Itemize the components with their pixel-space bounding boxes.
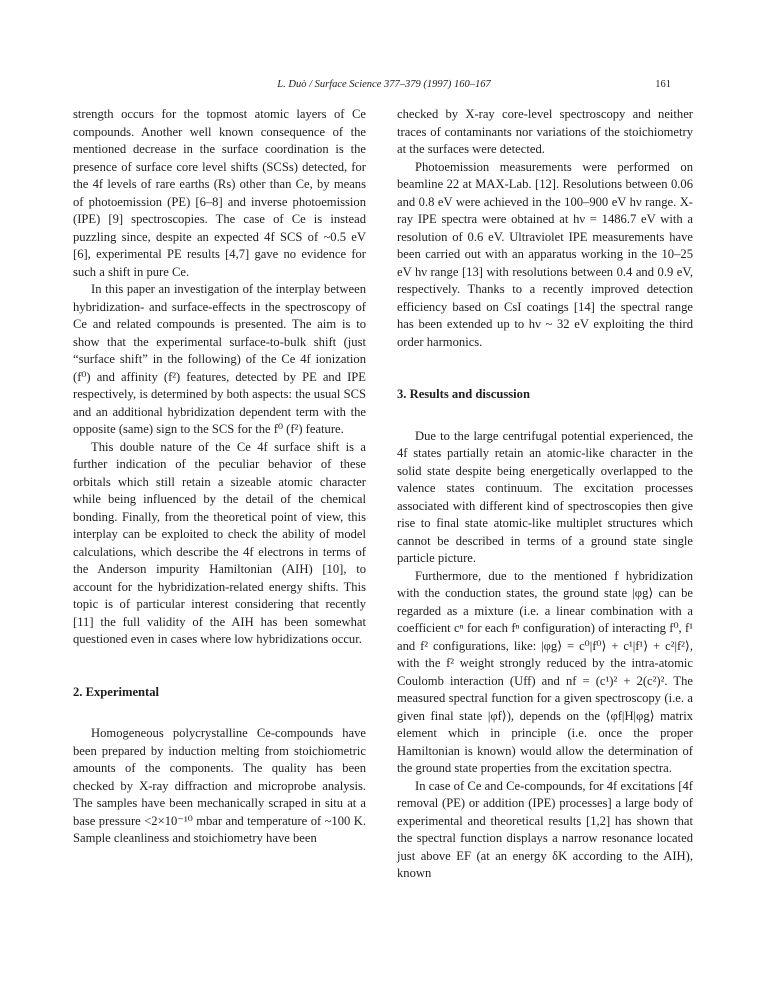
running-header	[0, 77, 768, 93]
paragraph: Furthermore, due to the mentioned f hybridization with the conduction states, the ground state |φg⟩ can be regarded as a mixture (i.e. a linear combination with a coefficient cⁿ for each fⁿ configuration) of interacting f⁰, f¹ and f² configurations, like: |φg⟩ = c⁰|f⁰⟩ + c¹|f¹⟩ + c²|f²⟩, with the f² weight strongly reduced by the intra-atomic Coulomb interaction (Uff) and nf = (c¹)² + 2(c²)². The measured spectral function for a given spectroscopy (i.e. a given final state |φf⟩), depends on the ⟨φf|H|φg⟩ matrix element which in principle (i.e. once the proper Hamiltonian is known) would allow the determination of the ground state properties from the excitation spectra.	[397, 568, 693, 775]
page-number: 161	[655, 79, 671, 90]
left-column	[73, 106, 366, 848]
running-title: L. Duò / Surface Science 377–379 (1997) 160–167	[277, 79, 491, 90]
section-heading-results: 3. Results and discussion	[397, 387, 530, 401]
paragraph: Due to the large centrifugal potential experienced, the 4f states partially retain an atomic-like character in the solid state despite being energetically overlapped to the valence states continuum. The excitation processes associated with different kind of spectroscopies then give rise to final state atomic-like multiplet structures which cannot be described in terms of a ground state single particle picture.	[397, 428, 693, 565]
paragraph: This double nature of the Ce 4f surface shift is a further indication of the peculiar behavior of these orbitals which still retain a sizeable atomic character while being influenced by the detail of the chemical bonding. Finally, from the theoretical point of view, this interplay can be exploited to check the ability of model calculations, which describe the 4f electrons in terms of the Anderson impurity Hamiltonian (AIH) [10], to account for the hybridization-related energy shifts. This topic is of particular interest considering that recently [11] the full validity of the AIH has been somewhat questioned even in cases where low hybridizations occur.	[73, 439, 366, 646]
paragraph: In case of Ce and Ce-compounds, for 4f excitations [4f removal (PE) or addition (IPE) processes] a large body of experimental and theoretical results [1,2] has shown that the spectral function displays a narrow resonance located just above EF (at an energy δK according to the AIH), known	[397, 778, 693, 880]
paragraph: Homogeneous polycrystalline Ce-compounds have been prepared by induction melting from stoichiometric amounts of the components. The quality has been checked by X-ray diffraction and microprobe analysis. The samples have been mechanically scraped in situ at a base pressure <2×10⁻¹⁰ mbar and temperature of ~100 K. Sample cleanliness and stoichiometry have been	[73, 726, 366, 845]
paragraph: checked by X-ray core-level spectroscopy and neither traces of contaminants nor variations of the stoichiometry at the surfaces were detected.	[397, 107, 693, 156]
paragraph: Photoemission measurements were performed on beamline 22 at MAX-Lab. [12]. Resolutions between 0.06 and 0.8 eV were achieved in the 100–900 eV hν range. X-ray IPE spectra were obtained at hν = 1486.7 eV with a resolution of 0.6 eV. Ultraviolet IPE measurements have been carried out with an apparatus working in the 10–25 eV hν range [13] with resolutions between 0.4 and 0.9 eV, respectively. Thanks to a recently improved detection efficiency based on CsI coatings [14] the spectral range has been extended up to hν ~ 32 eV exploiting the third order harmonics.	[397, 159, 693, 349]
paragraph: In this paper an investigation of the interplay between hybridization- and surface-effects in the spectroscopy of Ce and related compounds is presented. The aim is to show that the experimental surface-to-bulk shift (just “surface shift” in the following) of the Ce 4f ionization (f⁰) and affinity (f²) features, detected by PE and IPE respectively, is determined by both aspects: the usual SCS and an additional hybridization dependent term with the opposite (same) sign to the SCS for the f⁰ (f²) feature.	[73, 282, 366, 436]
section-heading-experimental: 2. Experimental	[73, 684, 160, 699]
right-column	[397, 106, 693, 883]
paragraph: strength occurs for the topmost atomic layers of Ce compounds. Another well known consequence of the mentioned decrease in the surface coordination is the presence of surface core level shifts (SCSs) detected, for the 4f levels of rare earths (Rs) other than Ce, by means of photoemission (PE) [6–8] and inverse photoemission (IPE) [9] spectroscopies. The case of Ce is instead puzzling since, despite an expected 4f SCS of ~0.5 eV [6], experimental PE results [4,7] gave no evidence for such a shift in pure Ce.	[73, 107, 366, 279]
